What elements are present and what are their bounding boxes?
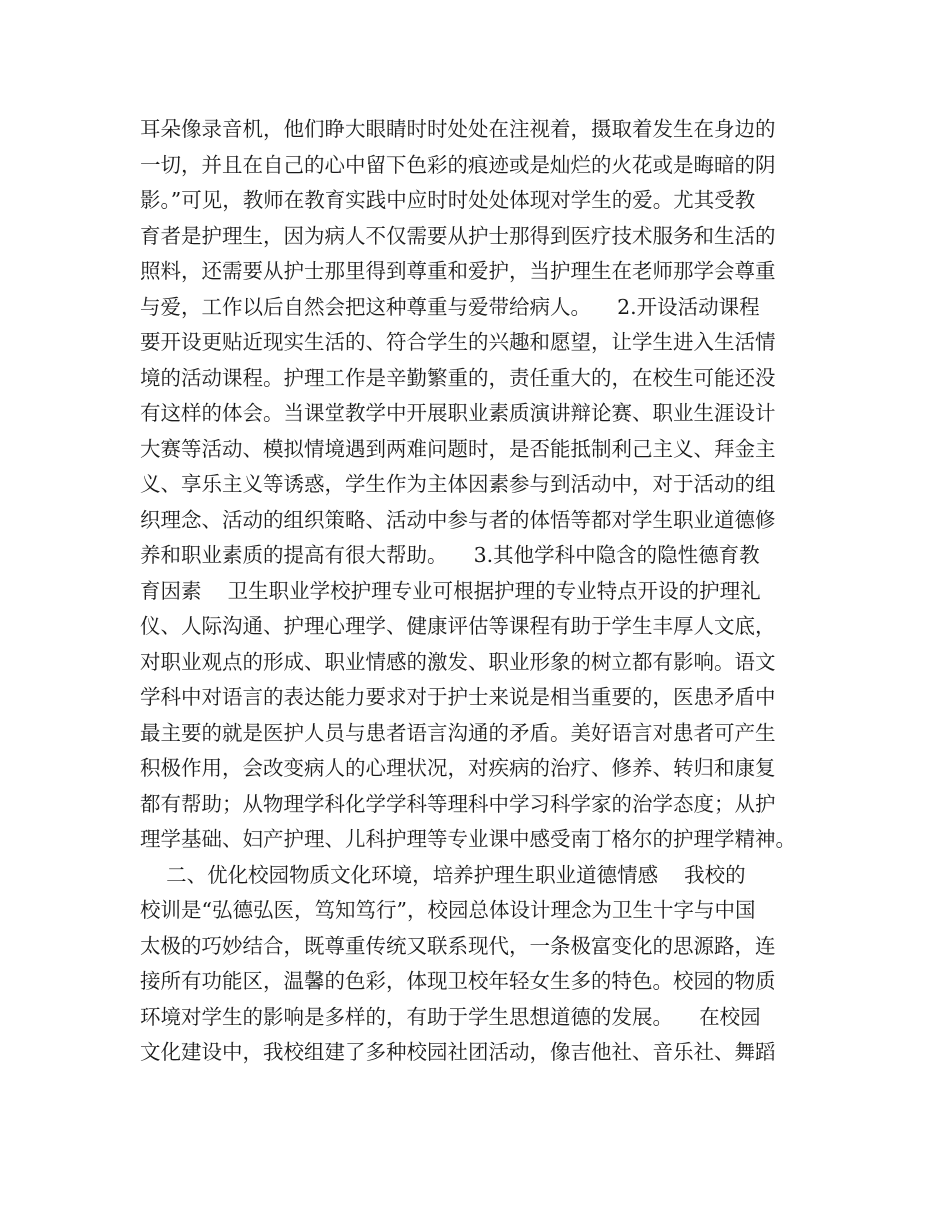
body-text [140,112,820,1071]
text-line: 都有帮助；从物理学科化学学科等理科中学习科学家的治学态度；从护 [140,791,776,816]
text-line: 环境对学生的影响是多样的，有助于学生思想道德的发展。 在校园 [140,1004,761,1029]
text-line: 最主要的就是医护人员与患者语言沟通的矛盾。美好语言对患者可产生 [140,720,776,745]
text-line: 与爱，工作以后自然会把这种尊重与爱带给病人。 2.开设活动课程 [140,294,760,319]
text-line: 大赛等活动、模拟情境遇到两难问题时，是否能抵制利己主义、拜金主 [140,436,776,461]
text-line: 耳朵像录音机，他们睁大眼睛时时处处在注视着，摄取着发生在身边的 [140,117,776,141]
text-line: 太极的巧妙结合，既尊重传统又联系现代，一条极富变化的思源路，连 [140,933,776,958]
section-heading-line: 二、优化校园物质文化环境，培养护理生职业道德情感 我校的 [140,862,746,887]
text-line: 一切，并且在自己的心中留下色彩的痕迹或是灿烂的火花或是晦暗的阴 [140,152,776,177]
text-line: 义、享乐主义等诱惑，学生作为主体因素参与到活动中，对于活动的组 [140,472,776,496]
text-line: 校训是“弘德弘医，笃知笃行”，校园总体设计理念为卫生十字与中国 [140,898,756,922]
text-line: 学科中对语言的表达能力要求对于护士来说是相当重要的，医患矛盾中 [140,685,776,709]
text-line: 织理念、活动的组织策略、活动中参与者的体悟等都对学生职业道德修 [140,507,776,532]
text-line: 仪、人际沟通、护理心理学、健康评估等课程有助于学生丰厚人文底， [140,614,776,638]
text-line: 接所有功能区，温馨的色彩，体现卫校年轻女生多的特色。校园的物质 [140,969,776,993]
text-line: 对职业观点的形成、职业情感的激发、职业形象的树立都有影响。语文 [140,649,776,674]
text-line: 有这样的体会。当课堂教学中开展职业素质演讲辩论赛、职业生涯设计 [140,401,776,425]
text-line: 理学基础、妇产护理、儿科护理等专业课中感受南丁格尔的护理学精神。 [140,827,796,851]
text-line: 育因素 卫生职业学校护理专业可根据护理的专业特点开设的护理礼 [140,578,761,603]
text-line: 要开设更贴近现实生活的、符合学生的兴趣和愿望，让学生进入生活情 [140,330,776,354]
text-line: 境的活动课程。护理工作是辛勤繁重的，责任重大的，在校生可能还没 [140,365,776,390]
text-line: 照料，还需要从护士那里得到尊重和爱护，当护理生在老师那学会尊重 [140,259,776,283]
text-line: 育者是护理生，因为病人不仅需要从护士那得到医疗技术服务和生活的 [140,223,776,248]
text-line: 养和职业素质的提高有很大帮助。 3.其他学科中隐含的隐性德育教 [140,543,760,567]
text-line: 文化建设中，我校组建了多种校园社团活动，像吉他社、音乐社、舞蹈 [140,1040,776,1064]
text-line: 影。”可见，教师在教育实践中应时时处处体现对学生的爱。尤其受教 [140,188,756,212]
text-line: 积极作用，会改变病人的心理状况，对疾病的治疗、修养、转归和康复 [140,756,776,780]
